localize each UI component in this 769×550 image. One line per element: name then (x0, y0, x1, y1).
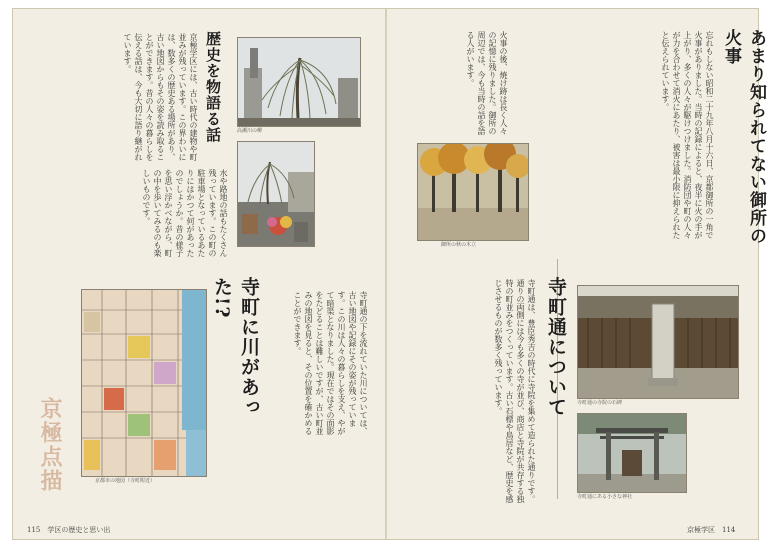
history-body-text: 京極学区には、古い時代の建物や町並みが残っています。この界わいには、数多くの歴史ある場所があり、古い地図からもその姿を読み取ることができます。昔の人々の暮らしを伝える話は、今も大切に語り継がれています。 (123, 33, 198, 161)
section-title-history: 歴史を物語る話 (204, 31, 222, 143)
caption-trees: 御所の秋の木立 (441, 242, 477, 248)
caption-stone: 寺町通の寺院の石碑 (577, 400, 623, 406)
old-map (81, 289, 207, 477)
section-title-fire: あまり知られてない御所の火事 (721, 29, 766, 245)
caption-willow: 高瀬川の柳 (237, 128, 263, 134)
willow-photo (237, 37, 361, 127)
left-page (13, 9, 385, 539)
left-page-footer: 115 学区の歴史と思い出 (27, 526, 111, 534)
brush-calligraphy-title: 京極点描 (37, 397, 63, 493)
right-page (387, 9, 766, 539)
fire-body-text-2: 火事の後、焼け跡は長く人々の記憶に残りました。御所の周辺では、今も当時の話を語る人がいます。 (466, 31, 508, 135)
fire-body-text: 忘れもしない昭和二十九年八月十六日、京都御所の一角で火事がありました。当時の記録によると、夜半に火の手が上がり、多くの人々が駆けつけました。消防団や町の人々が力を合わせて消火にあたり、被害は最小限に抑えられたと伝えられています。 (661, 31, 714, 239)
river-body-text: 寺町通の下を流れていた川については、古い地図や記録にその姿が残っています。この川は人々の暮らしを支え、やがて暗渠となりました。現在ではその面影をたどることは難しいですが、古い町並みの地図を見ると、その位置を確かめることができます。 (293, 291, 368, 435)
right-page-footer: 京極学区 114 (687, 526, 736, 534)
stone-marker-photo (577, 285, 739, 399)
magazine-spread (12, 8, 766, 540)
autumn-trees-photo (417, 143, 529, 241)
street-photo (237, 141, 315, 247)
section-title-river: 寺町に川があった!? (211, 277, 260, 417)
torii-shrine-photo (577, 413, 687, 493)
caption-shrine: 寺町通にある小さな神社 (577, 494, 633, 500)
caption-map: 京都市の地図（寺町附近） (95, 478, 156, 484)
history-body-text-2: 水や路地の話もたくさん残っています。この町の駐車場となっているあたりにはかつて何があったのでしょうか。昔の様子を思い浮かべながら、町の中を歩いてみるのも楽しいものです。 (142, 169, 228, 257)
teramachi-body-text: 寺町通は、豊臣秀吉の時代に寺院を集めて造られた通りです。通りの両側には今も多くの寺が並び、商店と寺院が共存する独特の町並みをつくっています。古い石標や鳥居など、歴史を感じさせるものが数多く残っています。 (494, 279, 536, 503)
section-title-teramachi: 寺町通について (545, 277, 567, 417)
